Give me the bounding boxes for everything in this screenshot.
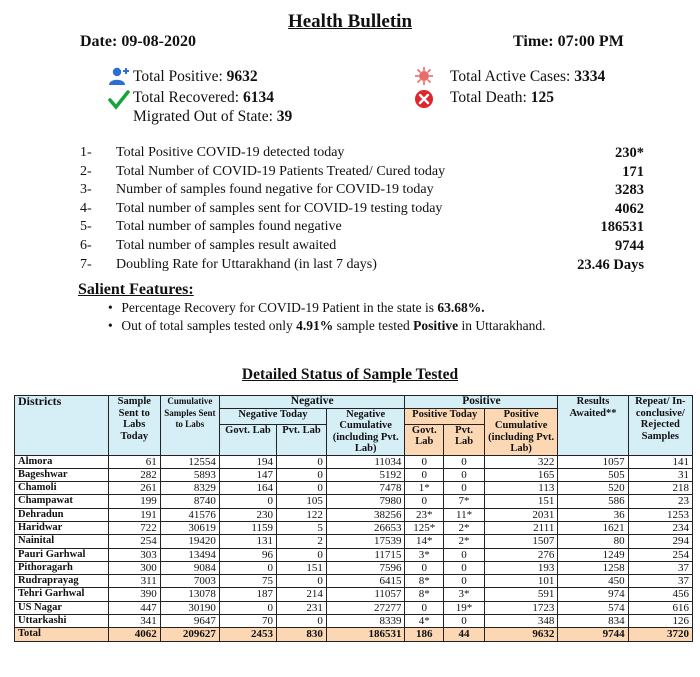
cell-district: Dehradun [15,508,109,521]
table-row [15,495,693,508]
cell-results-awaited: 974 [558,588,628,601]
list-item-value: 171 [622,163,644,180]
total-recovered: Total Recovered: 6134 [133,89,274,106]
header-negative: Negative [219,396,405,409]
header-positive: Positive [405,396,558,409]
cell-neg-cumulative: 11715 [326,548,405,561]
cell-results-awaited: 834 [558,615,628,628]
cell-repeat: 218 [628,482,692,495]
cell-neg-govt-lab: 96 [219,548,276,561]
header-neg-govt-lab: Govt. Lab [219,424,276,455]
cell-pos-cumulative: 9632 [484,628,557,641]
cell-neg-cumulative: 17539 [326,535,405,548]
list-item [80,201,650,220]
cell-pos-govt-lab: 0 [405,561,444,574]
total-active-cases: Total Active Cases: 3334 [450,68,606,85]
cell-results-awaited: 36 [558,508,628,521]
cell-results-awaited: 586 [558,495,628,508]
list-item-number: 7- [80,256,92,272]
cell-district: Uttarkashi [15,615,109,628]
cell-cumulative-sent: 19420 [160,535,219,548]
cell-district: Pauri Garhwal [15,548,109,561]
cell-pos-pvt-lab: 0 [444,455,485,468]
cell-neg-govt-lab: 164 [219,482,276,495]
cross-circle-icon [414,89,434,109]
cell-neg-cumulative: 38256 [326,508,405,521]
cell-repeat: 23 [628,495,692,508]
cell-cumulative-sent: 5893 [160,468,219,481]
cell-results-awaited: 1057 [558,455,628,468]
cell-cumulative-sent: 13494 [160,548,219,561]
cell-neg-cumulative: 7596 [326,561,405,574]
bulletin-title: Health Bulletin [287,11,413,32]
cell-repeat: 126 [628,615,692,628]
cell-pos-cumulative: 165 [484,468,557,481]
cell-repeat: 3720 [628,628,692,641]
cell-sample-sent: 722 [108,521,160,534]
cell-district: Rudraprayag [15,575,109,588]
cell-cumulative-sent: 30190 [160,601,219,614]
cell-neg-pvt-lab: 5 [276,521,326,534]
cell-district: Nainital [15,535,109,548]
cell-pos-govt-lab: 186 [405,628,444,641]
cell-results-awaited: 1258 [558,561,628,574]
cell-pos-cumulative: 2031 [484,508,557,521]
cell-pos-cumulative: 101 [484,575,557,588]
cell-neg-pvt-lab: 151 [276,561,326,574]
cell-sample-sent: 390 [108,588,160,601]
cell-pos-govt-lab: 0 [405,601,444,614]
list-item-value: 3283 [615,182,644,199]
cell-neg-cumulative: 11057 [326,588,405,601]
cell-neg-govt-lab: 131 [219,535,276,548]
cell-pos-pvt-lab: 2* [444,535,485,548]
cell-neg-govt-lab: 2453 [219,628,276,641]
cell-cumulative-sent: 41576 [160,508,219,521]
cell-sample-sent: 4062 [108,628,160,641]
cell-sample-sent: 311 [108,575,160,588]
list-item [80,145,650,164]
cell-cumulative-sent: 8740 [160,495,219,508]
salient-features-list [108,300,546,336]
cell-neg-cumulative: 5192 [326,468,405,481]
cell-pos-govt-lab: 0 [405,455,444,468]
check-icon [108,90,130,110]
table-row [15,588,693,601]
migrated-out: Migrated Out of State: 39 [133,108,293,125]
list-item [80,238,650,257]
list-item-number: 6- [80,237,92,253]
cell-neg-govt-lab: 0 [219,601,276,614]
table-row [15,548,693,561]
list-item [80,257,650,276]
cell-district: Tehri Garhwal [15,588,109,601]
cell-repeat: 31 [628,468,692,481]
list-item [80,182,650,201]
cell-neg-govt-lab: 187 [219,588,276,601]
cell-district: Chamoli [15,482,109,495]
table-row [15,561,693,574]
cell-repeat: 37 [628,561,692,574]
cell-sample-sent: 191 [108,508,160,521]
list-item-text: Number of samples found negative for COVID-19 today [116,182,434,198]
bulletin-date: Date: 09-08-2020 [80,33,196,50]
cell-cumulative-sent: 30619 [160,521,219,534]
cell-pos-cumulative: 151 [484,495,557,508]
cell-pos-cumulative: 1723 [484,601,557,614]
header-results-awaited: Results Awaited** [558,396,628,456]
cell-pos-cumulative: 276 [484,548,557,561]
cell-pos-cumulative: 193 [484,561,557,574]
cell-repeat: 1253 [628,508,692,521]
cell-sample-sent: 447 [108,601,160,614]
cell-pos-cumulative: 2111 [484,521,557,534]
list-item-text: Doubling Rate for Uttarakhand (in last 7 days) [116,256,377,272]
cell-cumulative-sent: 12554 [160,455,219,468]
list-item-number: 2- [80,163,92,179]
list-item-value: 9744 [615,237,644,254]
cell-neg-cumulative: 27277 [326,601,405,614]
cell-sample-sent: 300 [108,561,160,574]
cell-results-awaited: 80 [558,535,628,548]
cell-results-awaited: 1249 [558,548,628,561]
table-row [15,521,693,534]
cell-neg-cumulative: 26653 [326,521,405,534]
cell-pos-cumulative: 113 [484,482,557,495]
table-row [15,455,693,468]
list-item-number: 3- [80,182,92,198]
list-item-text: Total Number of COVID-19 Patients Treated/ Cured today [116,163,446,179]
cell-pos-pvt-lab: 0 [444,615,485,628]
header-negative-cumulative: Negative Cumulative (including Pvt. Lab) [326,408,405,455]
list-item-text: Total number of samples result awaited [116,237,337,253]
cell-pos-cumulative: 591 [484,588,557,601]
list-item-value: 4062 [615,200,644,217]
cell-cumulative-sent: 209627 [160,628,219,641]
cell-neg-pvt-lab: 0 [276,615,326,628]
cell-repeat: 234 [628,521,692,534]
cell-neg-pvt-lab: 105 [276,495,326,508]
table-row [15,482,693,495]
list-item: • Percentage Recovery for COVID-19 Patient in the state is 63.68%. [108,300,485,315]
table-heading: Detailed Status of Sample Tested [241,366,459,383]
cell-neg-pvt-lab: 231 [276,601,326,614]
cell-district: US Nagar [15,601,109,614]
cell-neg-govt-lab: 1159 [219,521,276,534]
cell-repeat: 37 [628,575,692,588]
header-pos-pvt-lab: Pvt. Lab [444,424,485,455]
cell-results-awaited: 505 [558,468,628,481]
list-item-value: 23.46 Days [577,256,644,273]
cell-repeat: 456 [628,588,692,601]
cell-pos-pvt-lab: 19* [444,601,485,614]
salient-features-heading: Salient Features: [78,281,194,298]
cell-cumulative-sent: 9084 [160,561,219,574]
cell-neg-cumulative: 7980 [326,495,405,508]
cell-sample-sent: 282 [108,468,160,481]
cell-neg-pvt-lab: 2 [276,535,326,548]
cell-neg-cumulative: 6415 [326,575,405,588]
cell-pos-pvt-lab: 0 [444,575,485,588]
cell-neg-cumulative: 8339 [326,615,405,628]
cell-pos-govt-lab: 3* [405,548,444,561]
cell-neg-pvt-lab: 0 [276,575,326,588]
cell-pos-pvt-lab: 3* [444,588,485,601]
cell-neg-govt-lab: 147 [219,468,276,481]
cell-pos-pvt-lab: 11* [444,508,485,521]
table-row [15,535,693,548]
header-districts: Districts [15,396,109,456]
cell-pos-pvt-lab: 0 [444,482,485,495]
cell-repeat: 254 [628,548,692,561]
list-item-text: Total Positive COVID-19 detected today [116,145,345,160]
list-item-number: 4- [80,200,92,216]
cell-cumulative-sent: 9647 [160,615,219,628]
list-item-number: 1- [80,145,92,160]
cell-neg-govt-lab: 75 [219,575,276,588]
cell-neg-govt-lab: 230 [219,508,276,521]
cell-pos-govt-lab: 14* [405,535,444,548]
header-repeat: Repeat/ In-conclusive/ Rejected Samples [628,396,692,456]
list-item: • Out of total samples tested only 4.91% sample tested Positive in Uttarakhand. [108,318,546,333]
header-pos-govt-lab: Govt. Lab [405,424,444,455]
header-positive-today: Positive Today [405,408,485,424]
cell-cumulative-sent: 7003 [160,575,219,588]
cell-neg-pvt-lab: 830 [276,628,326,641]
cell-district: Pithoragarh [15,561,109,574]
cell-district: Bageshwar [15,468,109,481]
cell-pos-govt-lab: 1* [405,482,444,495]
cell-pos-govt-lab: 8* [405,588,444,601]
table-total-row [15,628,693,641]
total-positive: Total Positive: 9632 [133,68,258,85]
cell-results-awaited: 520 [558,482,628,495]
cell-pos-govt-lab: 0 [405,495,444,508]
cell-neg-pvt-lab: 0 [276,455,326,468]
cell-cumulative-sent: 13078 [160,588,219,601]
cell-sample-sent: 254 [108,535,160,548]
cell-neg-govt-lab: 194 [219,455,276,468]
list-item [80,219,650,238]
list-item-number: 5- [80,219,92,235]
header-neg-pvt-lab: Pvt. Lab [276,424,326,455]
cell-pos-pvt-lab: 0 [444,561,485,574]
table-row [15,575,693,588]
list-item [80,164,650,183]
virus-icon [414,66,434,86]
cell-neg-cumulative: 186531 [326,628,405,641]
cell-neg-pvt-lab: 0 [276,468,326,481]
cell-pos-govt-lab: 0 [405,468,444,481]
cell-pos-pvt-lab: 7* [444,495,485,508]
cell-pos-govt-lab: 23* [405,508,444,521]
cell-sample-sent: 199 [108,495,160,508]
cell-results-awaited: 574 [558,601,628,614]
cell-pos-govt-lab: 4* [405,615,444,628]
cell-pos-cumulative: 348 [484,615,557,628]
cell-pos-pvt-lab: 44 [444,628,485,641]
cell-neg-cumulative: 7478 [326,482,405,495]
cell-pos-pvt-lab: 0 [444,468,485,481]
cell-neg-pvt-lab: 122 [276,508,326,521]
cell-district: Total [15,628,109,641]
table-row [15,468,693,481]
cell-neg-pvt-lab: 0 [276,482,326,495]
cell-neg-cumulative: 11034 [326,455,405,468]
list-item-text: Total number of samples sent for COVID-19 testing today [116,200,443,216]
cell-repeat: 141 [628,455,692,468]
bulletin-time: Time: 07:00 PM [513,33,624,50]
daily-stats-list [80,145,650,275]
cell-district: Almora [15,455,109,468]
cell-repeat: 616 [628,601,692,614]
cell-pos-govt-lab: 125* [405,521,444,534]
sample-status-table [14,395,693,642]
list-item-value: 230* [615,145,644,161]
cell-sample-sent: 61 [108,455,160,468]
header-positive-cumulative: Positive Cumulative (including Pvt. Lab) [484,408,557,455]
cell-results-awaited: 450 [558,575,628,588]
cell-neg-govt-lab: 70 [219,615,276,628]
add-user-icon [108,66,130,86]
cell-neg-pvt-lab: 214 [276,588,326,601]
cell-results-awaited: 9744 [558,628,628,641]
list-item-value: 186531 [600,219,644,236]
cell-results-awaited: 1621 [558,521,628,534]
cell-district: Haridwar [15,521,109,534]
table-row [15,508,693,521]
cell-pos-pvt-lab: 2* [444,521,485,534]
header-sample-sent: Sample Sent to Labs Today [108,396,160,456]
cell-pos-pvt-lab: 0 [444,548,485,561]
cell-neg-govt-lab: 0 [219,561,276,574]
cell-sample-sent: 341 [108,615,160,628]
cell-pos-cumulative: 322 [484,455,557,468]
table-row [15,601,693,614]
cell-pos-cumulative: 1507 [484,535,557,548]
cell-neg-govt-lab: 0 [219,495,276,508]
cell-pos-govt-lab: 8* [405,575,444,588]
cell-repeat: 294 [628,535,692,548]
table-row [15,615,693,628]
cell-neg-pvt-lab: 0 [276,548,326,561]
list-item-text: Total number of samples found negative [116,219,342,235]
cell-sample-sent: 261 [108,482,160,495]
header-negative-today: Negative Today [219,408,326,424]
cell-cumulative-sent: 8329 [160,482,219,495]
total-death: Total Death: 125 [450,89,554,106]
header-cumulative-sent: Cumulative Samples Sent to Labs [160,396,219,456]
cell-district: Champawat [15,495,109,508]
cell-sample-sent: 303 [108,548,160,561]
